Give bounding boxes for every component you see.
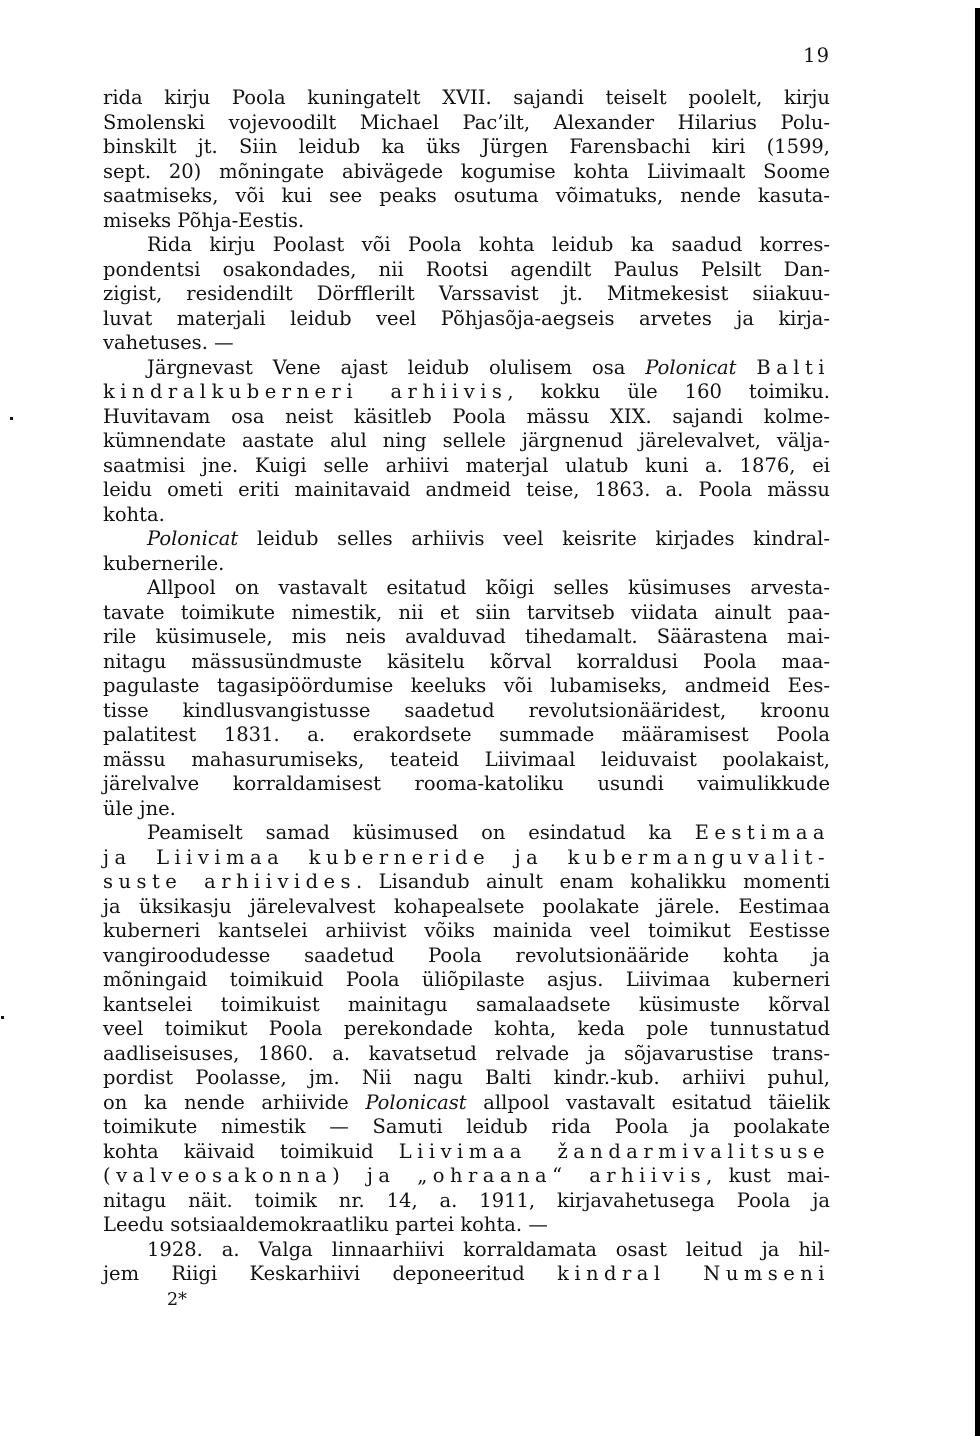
text-line bbox=[103, 674, 830, 699]
text-line bbox=[103, 184, 830, 209]
text-segment: kohta. bbox=[103, 502, 165, 526]
text-line bbox=[103, 135, 830, 160]
text-segment: . Lisandub ainult enam kohalikku momenti bbox=[356, 870, 830, 893]
text-segment bbox=[737, 356, 757, 379]
text-segment: on ka nende arhiivide bbox=[103, 1090, 366, 1114]
text-line bbox=[103, 111, 830, 136]
text-line bbox=[103, 258, 830, 283]
text-line bbox=[103, 1140, 830, 1165]
text-line bbox=[103, 1164, 830, 1189]
text-line bbox=[103, 429, 830, 454]
text-line bbox=[103, 919, 830, 944]
text-segment: saatmiseks, või kui see peaks osutuma võimatuks, nende kasuta- bbox=[103, 184, 830, 207]
text-line bbox=[103, 1238, 830, 1263]
text-line bbox=[103, 895, 830, 920]
text-segment: tavate toimikute nimestik, nii et siin tarvitseb viidata ainult paa- bbox=[103, 600, 830, 624]
text-block bbox=[103, 86, 830, 1287]
text-segment: 1928. a. Valga linnaarhiivi korraldamata osast leitud ja hil- bbox=[147, 1237, 830, 1261]
text-line bbox=[103, 1262, 830, 1287]
text-segment: Eestimaa bbox=[694, 821, 830, 844]
scan-edge-bar bbox=[975, 8, 980, 1436]
text-segment: , kust mai- bbox=[706, 1164, 830, 1187]
text-segment: vangiroodudesse saadetud Poola revolutsionääride kohta ja bbox=[103, 943, 830, 967]
text-line bbox=[103, 503, 830, 528]
text-segment: Huvitavam osa neist käsitleb Poola mässu XIX. sajandi kolme- bbox=[103, 404, 830, 428]
text-line bbox=[103, 1066, 830, 1091]
paragraph bbox=[103, 821, 830, 1238]
text-line bbox=[103, 797, 830, 822]
text-segment: pondentsi osakondades, nii Rootsi agendilt Paulus Pelsilt Dan- bbox=[103, 257, 830, 281]
paragraph bbox=[103, 356, 830, 528]
text-line bbox=[103, 625, 830, 650]
text-segment: palatitest 1831. a. erakordsete summade määramisest Poola bbox=[103, 723, 830, 746]
text-segment: zigist, residendilt Dörfflerilt Varssavist jt. Mitmekesist siiakuu- bbox=[103, 282, 830, 305]
text-segment: nitagu mässusündmuste käsitelu kõrval korraldusi Poola maa- bbox=[103, 649, 830, 673]
text-segment: vahetuses. — bbox=[103, 331, 234, 354]
text-segment: ja Liivimaa kuberneride ja kubermanguvalit- bbox=[103, 845, 830, 869]
text-segment: , kokku üle 160 toimiku. bbox=[507, 380, 830, 403]
text-segment: Smolenski vojevoodilt Michael Pac’ilt, Alexander Hilarius Polu- bbox=[103, 110, 830, 134]
text-line bbox=[103, 331, 830, 356]
text-line bbox=[103, 699, 830, 724]
text-segment: pagulaste tagasipöördumise keeluks või lubamiseks, andmeid Ees- bbox=[103, 674, 830, 697]
text-line bbox=[103, 454, 830, 479]
signature-mark: 2* bbox=[167, 1290, 187, 1310]
text-segment: Liivimaa žandarmivalitsuse bbox=[398, 1139, 830, 1163]
text-line bbox=[103, 209, 830, 234]
text-segment: suste arhiivides bbox=[103, 870, 357, 893]
text-line bbox=[103, 405, 830, 430]
text-segment: pordist Poolasse, jm. Nii nagu Balti kindr.-kub. arhiivi puhul, bbox=[103, 1066, 830, 1089]
text-line bbox=[103, 576, 830, 601]
page-number: 19 bbox=[803, 44, 830, 67]
text-line bbox=[103, 282, 830, 307]
text-segment: Balti bbox=[756, 355, 830, 379]
text-segment: mõningaid toimikuid Poola üliõpilaste asjus. Liivimaa kuberneri bbox=[103, 968, 830, 991]
paragraph bbox=[103, 233, 830, 356]
text-segment: (valveosakonna) ja „ohraana“ arhiivis bbox=[103, 1164, 707, 1187]
text-line bbox=[103, 944, 830, 969]
paragraph bbox=[103, 527, 830, 576]
text-segment: saatmisi jne. Kuigi selle arhiivi materjal ulatub kuni a. 1876, ei bbox=[103, 453, 830, 477]
text-segment: Polonicast bbox=[365, 1090, 467, 1114]
text-segment: leidu ometi eriti mainitavaid andmeid teise, 1863. a. Poola mässu bbox=[103, 478, 830, 501]
text-line bbox=[103, 160, 830, 185]
text-segment: leidub selles arhiivis veel keisrite kirjades kindral- bbox=[238, 527, 830, 550]
text-segment: Polonicat bbox=[645, 355, 737, 379]
text-line bbox=[103, 772, 830, 797]
text-segment: Rida kirju Poolast või Poola kohta leidub ka saadud korres- bbox=[147, 233, 830, 256]
text-line bbox=[103, 993, 830, 1018]
text-segment: järelvalve korraldamisest rooma-katoliku usundi vaimulikkude bbox=[103, 772, 830, 795]
text-line bbox=[103, 1189, 830, 1214]
text-line bbox=[103, 1042, 830, 1067]
text-segment: ja üksikasju järelevalvest kohapealsete poolakate järele. Eestimaa bbox=[103, 894, 830, 918]
text-line bbox=[103, 356, 830, 381]
text-segment: miseks Põhja-Eestis. bbox=[103, 208, 305, 232]
text-segment: mässu mahasurumiseks, teateid Liivimaal leiduvaist poolakaist, bbox=[103, 747, 830, 771]
text-segment: toimikute nimestik — Samuti leidub rida Poola ja poolakate bbox=[103, 1115, 830, 1138]
text-segment: aadliseisuses, 1860. a. kavatsetud relvade ja sõjavarustise trans- bbox=[103, 1041, 830, 1065]
paragraph bbox=[103, 1238, 830, 1287]
text-segment: allpool vastavalt esitatud täielik bbox=[466, 1090, 830, 1114]
text-line bbox=[103, 307, 830, 332]
text-segment: rida kirju Poola kuningatelt XVII. sajandi teiselt poolelt, kirju bbox=[103, 86, 830, 109]
text-line bbox=[103, 527, 830, 552]
text-line bbox=[103, 846, 830, 871]
text-segment: Järgnevast Vene ajast leidub olulisem osa bbox=[147, 355, 646, 379]
text-segment: tisse kindlusvangistusse saadetud revolutsionääridest, kroonu bbox=[103, 698, 830, 722]
text-line bbox=[103, 650, 830, 675]
text-line bbox=[103, 380, 830, 405]
text-segment: Polonicat bbox=[147, 527, 239, 550]
text-segment: üle jne. bbox=[103, 796, 176, 820]
text-line bbox=[103, 748, 830, 773]
text-segment: kubernerile. bbox=[103, 551, 225, 575]
text-segment: kantselei toimikuist mainitagu samalaadsete küsimuste kõrval bbox=[103, 992, 830, 1016]
text-line bbox=[103, 601, 830, 626]
text-segment: kümnendate aastate alul ning sellele järgnenud järelevalvet, välja- bbox=[103, 429, 830, 452]
text-segment: kindral Numseni bbox=[557, 1262, 830, 1285]
text-line bbox=[103, 233, 830, 258]
text-segment: nitagu näit. toimik nr. 14, a. 1911, kirjavahetusega Poola ja bbox=[103, 1188, 830, 1212]
text-segment: jem Riigi Keskarhiivi deponeeritud bbox=[103, 1262, 558, 1285]
text-segment: sept. 20) mõningate abivägede kogumise kohta Liivimaalt Soome bbox=[103, 159, 830, 183]
text-segment: rile küsimusele, mis neis avalduvad tihedamalt. Säärastena mai- bbox=[103, 625, 830, 648]
text-segment: luvat materjali leidub veel Põhjasõja-aegseis arvetes ja kirja- bbox=[103, 306, 830, 330]
text-line bbox=[103, 86, 830, 111]
text-segment: binskilt jt. Siin leidub ka üks Jürgen Farensbachi kiri (1599, bbox=[103, 135, 830, 158]
text-line bbox=[103, 870, 830, 895]
text-segment: kindralkuberneri arhiivis bbox=[103, 380, 508, 403]
text-line bbox=[103, 821, 830, 846]
text-line bbox=[103, 1017, 830, 1042]
text-segment: Leedu sotsiaaldemokraatliku partei kohta. — bbox=[103, 1213, 548, 1236]
scan-speck bbox=[10, 417, 13, 420]
text-line bbox=[103, 1115, 830, 1140]
text-line bbox=[103, 968, 830, 993]
text-segment: veel toimikut Poola perekondade kohta, keda pole tunnustatud bbox=[103, 1017, 830, 1040]
paragraph bbox=[103, 86, 830, 233]
text-line bbox=[103, 723, 830, 748]
text-line bbox=[103, 1213, 830, 1238]
text-line bbox=[103, 1091, 830, 1116]
paragraph bbox=[103, 576, 830, 821]
text-segment: kuberneri kantselei arhiivist võiks mainida veel toimikut Eestisse bbox=[103, 919, 830, 942]
text-line bbox=[103, 552, 830, 577]
text-segment: Allpool on vastavalt esitatud kõigi selles küsimuses arvesta- bbox=[147, 576, 830, 599]
scan-speck bbox=[1, 1016, 4, 1019]
text-segment: Peamiselt samad küsimused on esindatud ka bbox=[147, 821, 695, 844]
text-line bbox=[103, 478, 830, 503]
text-segment: kohta käivaid toimikuid bbox=[103, 1139, 399, 1163]
